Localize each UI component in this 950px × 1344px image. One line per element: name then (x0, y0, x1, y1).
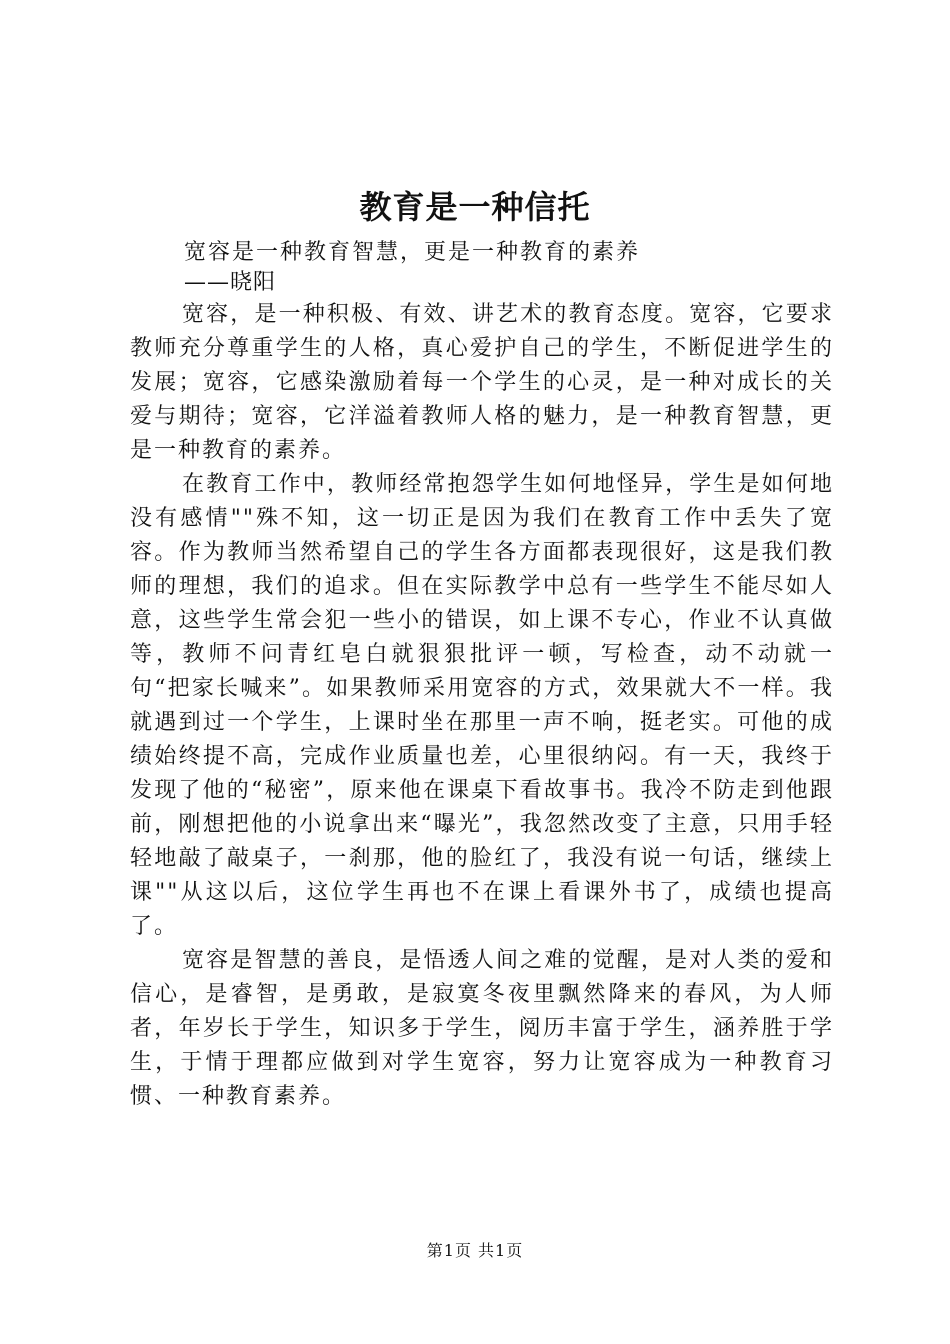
document-subtitle: 宽容是一种教育智慧，更是一种教育的素养 (184, 240, 641, 265)
body-paragraph-1: 宽容，是一种积极、有效、讲艺术的教育态度。宽容，它要求教师充分尊重学生的人格，真心爱护自己的学生，不断促进学生的发展；宽容，它感染激励着每一个学生的心灵，是一种对成长的关爱与期待；宽容，它洋溢着教师人格的魅力，是一种教育智慧，更是一种教育的素养。 (130, 302, 834, 463)
body-paragraph-3: 宽容是智慧的善良，是悟透人间之难的觉醒，是对人类的爱和信心，是睿智，是勇敢，是寂寞冬夜里飘然降来的春风，为人师者，年岁长于学生，知识多于学生，阅历丰富于学生，涵养胜于学生，于情于理都应做到对学生宽容，努力让宽容成为一种教育习惯、一种教育素养。 (130, 948, 834, 1109)
page-footer: 第1页 共1页 (426, 1241, 524, 1260)
document-title: 教育是一种信托 (359, 188, 591, 226)
document-author: ——晓阳 (184, 270, 277, 295)
body-paragraph-2: 在教育工作中，教师经常抱怨学生如何地怪异，学生是如何地没有感情""殊不知，这一切正是因为我们在教育工作中丢失了宽容。作为教师当然希望自己的学生各方面都表现很好，这是我们教师的理想，我们的追求。但在实际教学中总有一些学生不能尽如人意，这些学生常会犯一些小的错误，如上课不专心，作业不认真做等，教师不问青红皂白就狠狠批评一顿，写检查，动不动就一句“把家长喊来”。如果教师采用宽容的方式，效果就大不一样。我就遇到过一个学生，上课时坐在那里一声不响，挺老实。可他的成绩始终提不高，完成作业质量也差，心里很纳闷。有一天，我终于发现了他的“秘密”，原来他在课桌下看故事书。我冷不防走到他跟前，刚想把他的小说拿出来“曝光”，我忽然改变了主意，只用手轻轻地敲了敲桌子，一刹那，他的脸红了，我没有说一句话，继续上课""从这以后，这位学生再也不在课上看课外书了，成绩也提高了。 (130, 472, 834, 939)
document-body (130, 298, 834, 1114)
